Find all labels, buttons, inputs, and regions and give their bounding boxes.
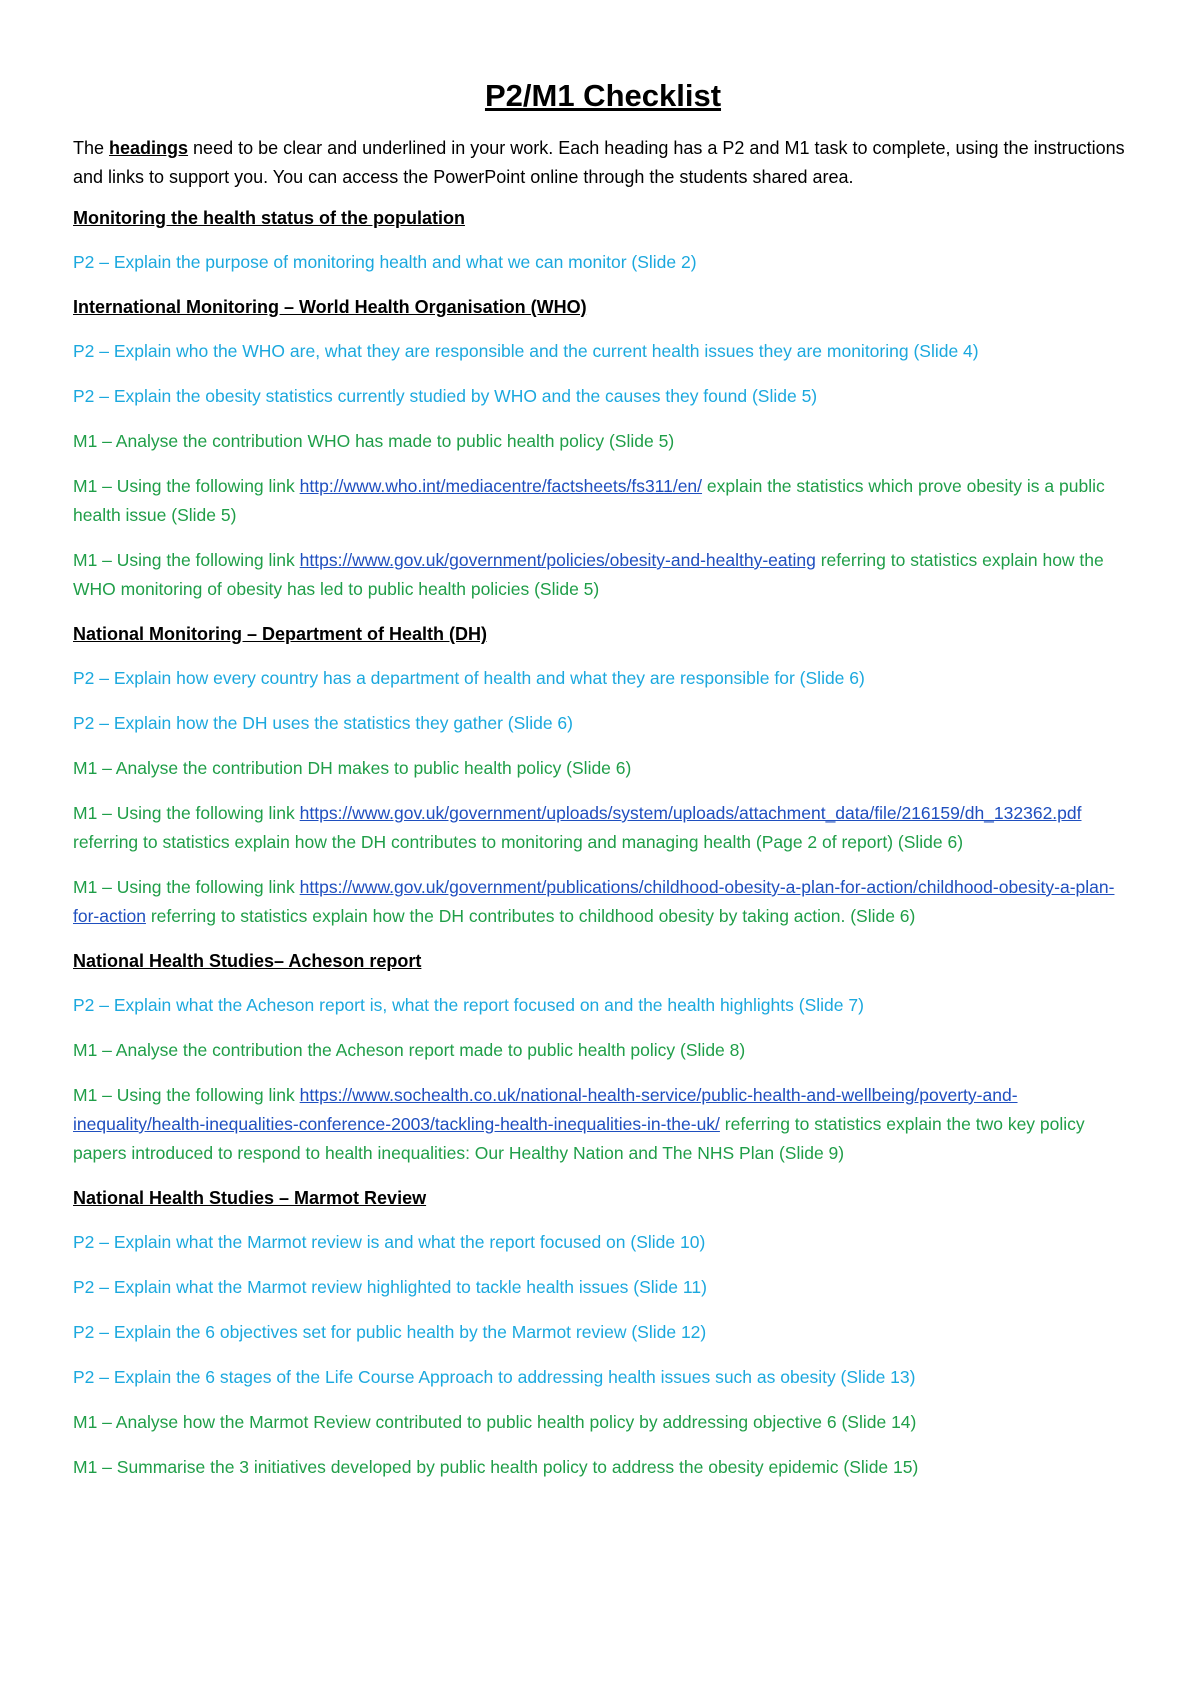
section-heading: National Monitoring – Department of Health (DH): [73, 624, 487, 644]
m1-task: M1 – Summarise the 3 initiatives developed by public health policy to address the obesity epidemic (Slide 15): [73, 1457, 919, 1477]
p2-task: P2 – Explain what the Acheson report is, what the report focused on and the health highlights (Slide 7): [73, 995, 864, 1015]
m1-task: [73, 546, 1133, 604]
p2-task: P2 – Explain the purpose of monitoring health and what we can monitor (Slide 2): [73, 252, 697, 272]
p2-task: P2 – Explain the 6 stages of the Life Course Approach to addressing health issues such as obesity (Slide 13): [73, 1367, 916, 1387]
task-text-after: referring to statistics explain the two key policy papers introduced to respond to health inequalities: Our Healthy Nation and The NHS Plan (Slide 9): [73, 1114, 1085, 1163]
m1-task: M1 – Analyse the contribution the Acheson report made to public health policy (Slide 8): [73, 1040, 746, 1060]
m1-task: [73, 1081, 1133, 1168]
resource-link[interactable]: https://www.gov.uk/government/policies/obesity-and-healthy-eating: [299, 550, 816, 570]
section-heading: International Monitoring – World Health Organisation (WHO): [73, 297, 587, 317]
m1-task: M1 – Analyse the contribution WHO has made to public health policy (Slide 5): [73, 431, 675, 451]
section-heading: Monitoring the health status of the population: [73, 208, 465, 228]
m1-task: [73, 799, 1133, 857]
section-heading: National Health Studies– Acheson report: [73, 951, 422, 971]
p2-task: P2 – Explain how the DH uses the statistics they gather (Slide 6): [73, 713, 573, 733]
p2-task: P2 – Explain who the WHO are, what they are responsible and the current health issues they are monitoring (Slide 4): [73, 341, 979, 361]
task-text-after: referring to statistics explain how the WHO monitoring of obesity has led to public health policies (Slide 5): [73, 550, 1104, 599]
intro-keyword: headings: [109, 138, 189, 158]
task-text-before: M1 – Using the following link: [73, 803, 300, 823]
m1-task: [73, 873, 1133, 931]
p2-task: P2 – Explain what the Marmot review is and what the report focused on (Slide 10): [73, 1232, 706, 1252]
task-text-before: M1 – Using the following link: [73, 476, 300, 496]
p2-task: P2 – Explain the 6 objectives set for public health by the Marmot review (Slide 12): [73, 1322, 707, 1342]
document-page: [73, 72, 1133, 1498]
task-text-before: M1 – Using the following link: [73, 550, 300, 570]
intro-paragraph: [73, 134, 1133, 192]
resource-link[interactable]: http://www.who.int/mediacentre/factsheets/fs311/en/: [299, 476, 703, 496]
p2-task: P2 – Explain how every country has a department of health and what they are responsible for (Slide 6): [73, 668, 865, 688]
intro-text-before: The: [73, 138, 110, 158]
resource-link[interactable]: https://www.gov.uk/government/uploads/system/uploads/attachment_data/file/216159/dh_132362.pdf: [299, 803, 1082, 823]
p2-task: P2 – Explain what the Marmot review highlighted to tackle health issues (Slide 11): [73, 1277, 707, 1297]
section-heading: National Health Studies – Marmot Review: [73, 1188, 427, 1208]
resource-link[interactable]: https://www.sochealth.co.uk/national-health-service/public-health-and-wellbeing/poverty-and-inequality/health-inequalities-conference-2003/tackling-health-inequalities-in-the-uk/: [73, 1085, 1018, 1134]
task-text-after: explain the statistics which prove obesity is a public health issue (Slide 5): [73, 476, 1105, 525]
m1-task: [73, 472, 1133, 530]
task-text-after: referring to statistics explain how the DH contributes to monitoring and managing health (Page 2 of report) (Slide 6): [73, 832, 964, 852]
intro-text-after: need to be clear and underlined in your work. Each heading has a P2 and M1 task to complete, using the instructions and links to support you. You can access the PowerPoint online through the students shared area.: [73, 138, 1125, 187]
task-text-before: M1 – Using the following link: [73, 877, 300, 897]
resource-link[interactable]: https://www.gov.uk/government/publications/childhood-obesity-a-plan-for-action/childhood-obesity-a-plan-for-action: [73, 877, 1115, 926]
page-title: P2/M1 Checklist: [484, 78, 722, 113]
m1-task: M1 – Analyse the contribution DH makes to public health policy (Slide 6): [73, 758, 632, 778]
p2-task: P2 – Explain the obesity statistics currently studied by WHO and the causes they found (Slide 5): [73, 386, 818, 406]
task-text-after: referring to statistics explain how the DH contributes to childhood obesity by taking action. (Slide 6): [145, 906, 916, 926]
checklist-sections: [73, 204, 1133, 1482]
task-text-before: M1 – Using the following link: [73, 1085, 300, 1105]
m1-task: M1 – Analyse how the Marmot Review contributed to public health policy by addressing objective 6 (Slide 14): [73, 1412, 917, 1432]
